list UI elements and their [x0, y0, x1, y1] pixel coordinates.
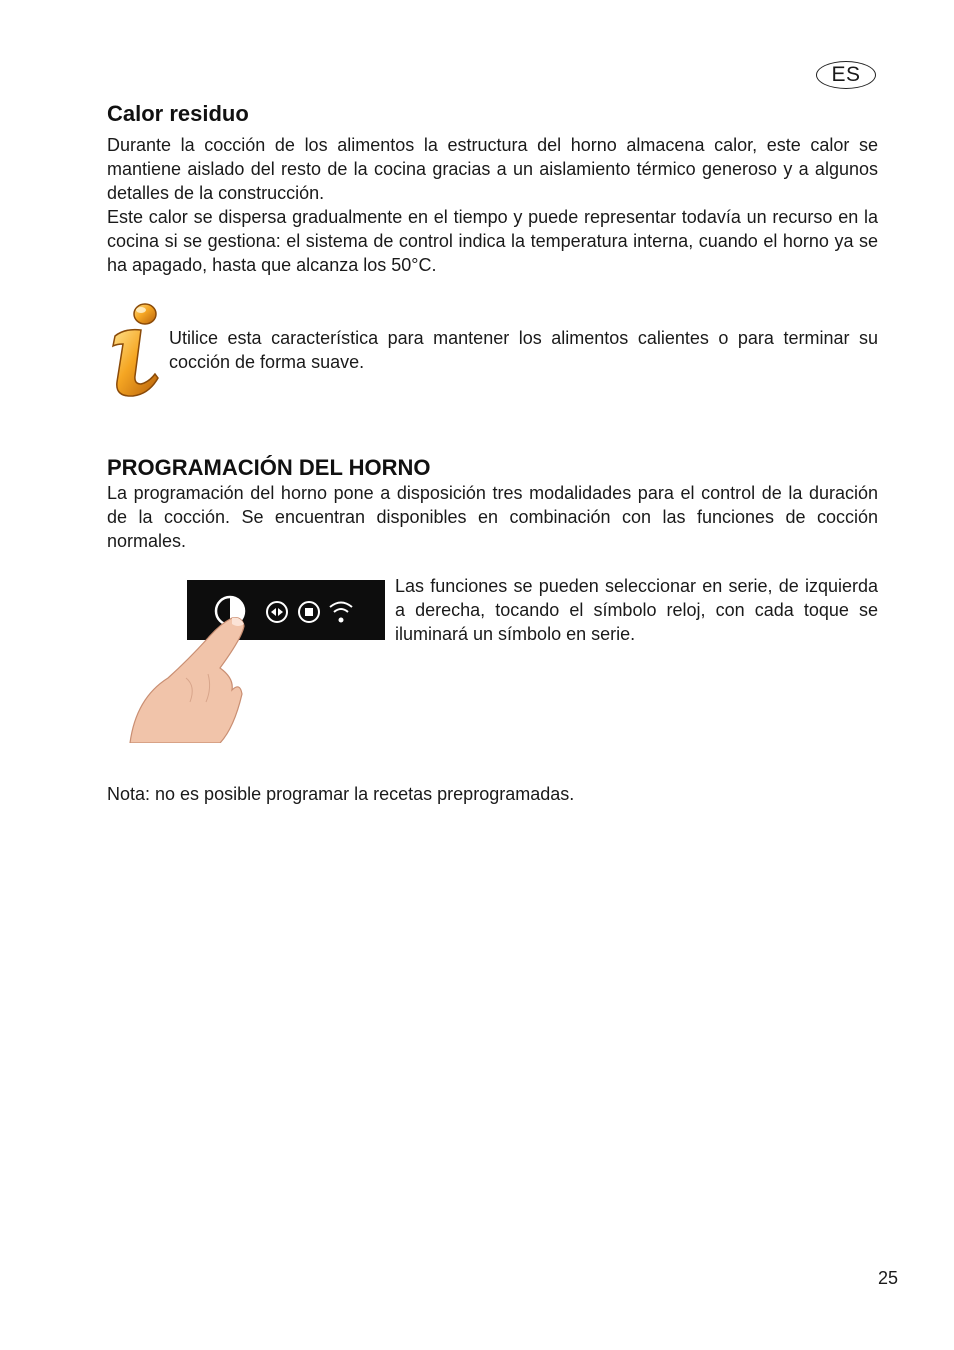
- selection-instructions: Las funciones se pueden seleccionar en serie, de izquierda a derecha, tocando el símbolo reloj, con cada toque se iluminará un símbolo en serie.: [395, 576, 878, 644]
- control-panel-illustration: [128, 578, 388, 743]
- programacion-body: La programación del horno pone a disposición tres modalidades para el control de la duración de la cocción. Se encuentran disponibles en combinación con las funciones de cocción normales.: [107, 483, 878, 551]
- info-icon: [105, 300, 163, 400]
- section-title-programacion: PROGRAMACIÓN DEL HORNO: [107, 455, 431, 480]
- calor-residuo-body: [107, 133, 878, 277]
- paragraph: Este calor se dispersa gradualmente en el tiempo y puede representar todavía un recurso en la cocina si se gestiona: el sistema de control indica la temperatura interna, cuando el horno ya se ha apagado, hasta que alcanza los 50°C.: [107, 207, 878, 275]
- paragraph: Durante la cocción de los alimentos la estructura del horno almacena calor, este calor se mantiene aislado del resto de la cocina gracias a un aislamiento térmico generoso y a algunos detalles de la construcción.: [107, 135, 878, 203]
- page-number: 25: [878, 1268, 899, 1288]
- note-text: Nota: no es posible programar la recetas preprogramadas.: [107, 784, 575, 804]
- language-badge: ES: [816, 61, 876, 89]
- section-title-calor-residuo: Calor residuo: [107, 101, 249, 126]
- info-note-text: Utilice esta característica para mantener los alimentos calientes o para terminar su cocción de forma suave.: [169, 328, 878, 372]
